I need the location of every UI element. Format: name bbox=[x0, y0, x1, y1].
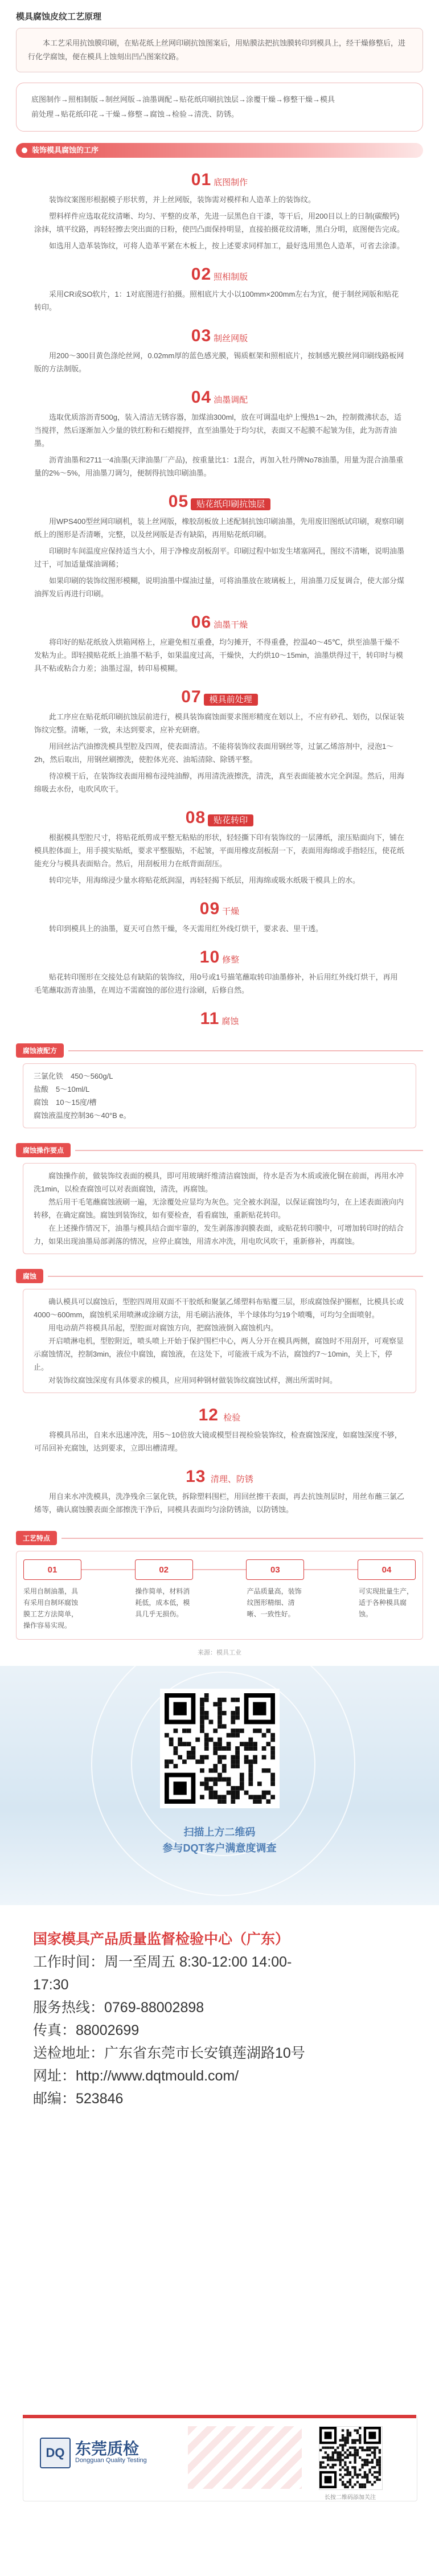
step-label: 清理、防锈 bbox=[210, 1475, 253, 1484]
steps-list bbox=[0, 170, 439, 1029]
step-heading bbox=[0, 170, 439, 190]
corrosion-para: 开启喷淋电机，型腔附近，喷头喷上开始于保护围栏中心，两人分开在模具两侧，腐蚀时不用刮开，可观察显示腐蚀情况，控制3min，液位中腐蚀，腐蚀液，在这处下，可能液干成为不沾，腐蚀约7～10min，关上下，停止。 bbox=[34, 1337, 404, 1371]
step-label: 照相制版 bbox=[214, 272, 248, 282]
step-number: 07 bbox=[181, 687, 202, 706]
address: 送检地址：广东省东莞市长安镇莲湖路10号 bbox=[33, 2045, 305, 2061]
method-tagbar bbox=[16, 1143, 423, 1157]
section-band-process bbox=[16, 143, 423, 158]
step-label: 制丝网版 bbox=[214, 334, 248, 343]
step-number: 11 bbox=[200, 1009, 220, 1028]
step-number: 08 bbox=[185, 808, 206, 827]
step-para: 选取优质溶沥青500g，装入清洁无锈容器，加煤油300ml，放在可调温电炉上慢热1～2h，控制微沸状态，适当搅拌，然后逐渐加入少量的铁红粉和石蜡搅拌，直至油墨处于均匀状，表面又不起膜不起皱为佳，此为沥青油墨。 bbox=[34, 413, 402, 448]
step-para: 待凉模干后，在装饰纹表面用棉布浸纯油醇，再用清洗液擦洗，清洗，真至表面能被水完全润湿。然后，用海绵吸去水份，电吹风吹干。 bbox=[34, 772, 405, 793]
step-para: 此工序应在贴花纸印刷抗蚀层前进行，模具装饰腐蚀面要求图形精度在划以上，不应有砂孔、划伤，以保证装饰纹完整。清晰，一致，未达到要求，应补充研磨。 bbox=[34, 712, 405, 734]
step-heading bbox=[0, 1009, 439, 1029]
step-heading bbox=[0, 388, 439, 407]
fax: 传真：88002699 bbox=[33, 2022, 140, 2038]
follow-qr-caption: 长按二维码添加关注 bbox=[325, 2495, 376, 2501]
corrosion-recipe-tag: 腐蚀液配方 bbox=[16, 1043, 64, 1058]
step-number: 02 bbox=[191, 265, 212, 284]
corrosion-box bbox=[23, 1289, 416, 1393]
survey-qr-banner bbox=[0, 1666, 439, 1905]
step-number: 12 bbox=[198, 1406, 219, 1424]
step-number: 04 bbox=[191, 388, 212, 407]
step-label: 干燥 bbox=[222, 907, 240, 916]
brand-name: 东莞质检 bbox=[75, 2440, 140, 2458]
step-heading-13 bbox=[0, 1467, 439, 1486]
recipe-line: 盐酸 5～10ml/L bbox=[34, 1085, 90, 1094]
summary-connector bbox=[193, 1569, 247, 1570]
corrosion-recipe-tagbar bbox=[16, 1043, 423, 1058]
method-para: 然后用干毛笔蘸腐蚀液刷一遍，无涂覆处应显均为灰色。完全被水润湿，以保证腐蚀均匀，在上述表面液向内转移，在确定腐蚀。腐蚀到装饰纹，如有要检查，看看腐蚀，重新贴花转印。 bbox=[34, 1198, 404, 1219]
brand-name-en: Dongguan Quality Testing bbox=[75, 2457, 147, 2464]
corrosion-para: 对装饰纹腐蚀深度有具体要求的模具，应用同种钢材做装饰纹腐蚀试样，测出所需时间。 bbox=[48, 1376, 338, 1385]
method-box bbox=[23, 1163, 416, 1254]
recipe-line: 三氯化铁 450～560g/L bbox=[34, 1072, 113, 1080]
step-label: 模具前处理 bbox=[204, 694, 258, 706]
website-link[interactable]: 网址：http://www.dqtmould.com/ bbox=[33, 2068, 239, 2084]
step-label: 贴花转印 bbox=[208, 814, 253, 826]
step-number: 03 bbox=[191, 326, 212, 345]
step-para: 用回丝沾汽油擦洗模具型腔及四周，使表面清洁。不能将装饰纹表面用钢丝等，过氯乙烯溶剂中，浸泡1～2h，然后取出，用钢丝刷擦洗，使腔体光亮、油垢清除、除锈平整。 bbox=[34, 742, 394, 764]
step-para: 用WPS400型丝网印刷机，装上丝网版，橡胶刮板放上述配制抗蚀印刷油墨，先用废旧图纸试印刷，观察印刷纸上的图形是否清晰，完整，以及丝网版是否有缺陷，再用贴花纸印刷。 bbox=[34, 517, 404, 539]
section-band-label: 装饰模具腐蚀的工序 bbox=[32, 146, 99, 154]
summary-connector bbox=[304, 1569, 358, 1570]
summary-number: 01 bbox=[23, 1559, 81, 1580]
summary-number: 03 bbox=[246, 1559, 304, 1580]
step-heading bbox=[0, 899, 439, 919]
summary-number: 04 bbox=[358, 1559, 416, 1580]
step-para: 如选用人造革装饰纹，可将人造革平紧在木板上，按上述要求同样加工，最好选用黑色人造革，可省去涂漆。 bbox=[49, 241, 405, 250]
step-para: 转印到模具上的油墨，夏天可自然干燥，冬天需用红外线灯烘干，要求表、里干透。 bbox=[49, 924, 323, 933]
org-name: 国家模具产品质量监督检验中心（广东） bbox=[33, 1931, 290, 1947]
step-label: 底图制作 bbox=[214, 178, 248, 187]
summary-tag: 工艺特点 bbox=[16, 1531, 57, 1545]
step-para: 用自来水冲洗模具，洗净残余三氯化铁，拆除塑料围栏，用回丝擦干表面，再去抗蚀剂层时，用丝布蘸三氯乙烯等，确认腐蚀膜表面全部擦洗干净后，同模具表面均匀涂防锈油，以防锈蚀。 bbox=[34, 1492, 405, 1514]
step-number: 10 bbox=[199, 948, 220, 966]
recipe-line: 腐蚀 10～15度/槽 bbox=[34, 1098, 97, 1107]
service-hotline: 服务热线：0769-88002898 bbox=[33, 2000, 204, 2016]
footer-red-bar bbox=[23, 2415, 416, 2418]
step-number: 06 bbox=[191, 613, 212, 632]
step-number: 05 bbox=[168, 492, 189, 511]
intro-box: 本工艺采用抗蚀膜印刷，在贴花纸上丝网印刷抗蚀图案后，用贴膜法把抗蚀膜转印到模具上，经干燥修整后，进行化学腐蚀，便在模具上蚀刻出凹凸图案纹路。 bbox=[16, 28, 423, 72]
brand-logo-icon: DQ bbox=[40, 2438, 71, 2468]
step-label: 腐蚀 bbox=[221, 1017, 239, 1026]
follow-qr-code[interactable] bbox=[319, 2426, 383, 2490]
step-label: 检验 bbox=[223, 1413, 241, 1423]
qr-caption-1: 扫描上方二维码 bbox=[183, 1826, 256, 1838]
band-dot-icon bbox=[22, 148, 27, 153]
corrosion-tagbar bbox=[16, 1269, 423, 1283]
step-para: 根据模具型腔尺寸，将贴花纸剪成平整无粘贴的形状，轻轻撕下印有装饰纹的一层薄纸，滚压贴面向下，铺在模具腔体面上，用手摸实贴纸，要求平整服贴，不起皱，平面用橡皮刮板刮一下，表面用海绵或手指轻压，使花纸能充分与模具表面贴合。然后，用刮板用力在纸背面刮压。 bbox=[34, 833, 405, 868]
step-label: 修整 bbox=[222, 955, 240, 965]
step-para: 塑料样件应选取花纹清晰、均匀、平整的皮革，先进一层黑色自干漆，等干后，用200目以上的日制(碳酸钙)涂抹，填平纹路，再轻轻擦去突出面的日粉，使凹凸面保持明显，直接拍摄花纹清晰，黑白分明，底图便告完成。 bbox=[34, 212, 405, 234]
step-para: 将模具吊出，自来水迅速冲洗，用5～10倍放大镜或模型目视检验装饰纹，检查腐蚀深度，如腐蚀深度不够，可吊回补充腐蚀，达到要求，立即出槽清理。 bbox=[34, 1431, 402, 1452]
summary-tagbar bbox=[16, 1531, 423, 1545]
step-label: 油墨干燥 bbox=[214, 620, 248, 630]
step-heading-12 bbox=[0, 1406, 439, 1425]
step-para: 贴花转印图形在交接处总有缺陷的装饰纹，用0号或1号描笔蘸取转印油墨修补，补后用红外线灯烘干，再用毛笔蘸取沥青油墨，在周边不需腐蚀的部位进行涂刷，后修自然。 bbox=[34, 973, 398, 994]
contact-block bbox=[33, 1928, 406, 2110]
step-para: 印刷时车间温度应保持适当大小，用于净橡皮刮板刮平。印刷过程中如发生堵塞网孔，图纹不清晰，说明油墨过干，可加适量煤油调稀； bbox=[34, 547, 405, 568]
tag-divider bbox=[48, 1276, 423, 1277]
tag-divider bbox=[75, 1150, 423, 1151]
corrosion-para: 用电动葫芦将模具吊起，型腔面对腐蚀方向，把腐蚀液倒入腐蚀机内。 bbox=[48, 1324, 278, 1332]
corrosion-para: 确认模具可以腐蚀后，型腔四周用双面不干胶纸和聚氯乙烯塑料布贴覆三层，形成腐蚀保护圈框，比模具长或4000～600mm，腐蚀机采用喷淋或涂刷方法，用毛刷沾液体，半个球体均匀19个喷嘴，可均匀全面喷射。 bbox=[34, 1297, 404, 1319]
source-note: 来源：模具工业 bbox=[198, 1649, 241, 1656]
step-heading bbox=[0, 326, 439, 346]
step-para: 采用CR或SO软片，1：1对底图进行拍摄。照相底片大小以100mm×200mm左右为宜，便于制丝网版和贴花转印。 bbox=[34, 290, 399, 312]
step-heading bbox=[0, 948, 439, 967]
summary-connector bbox=[81, 1569, 135, 1570]
recipe-line: 腐蚀液温度控制36～40°B e。 bbox=[34, 1111, 131, 1120]
step-label: 油墨调配 bbox=[214, 395, 248, 405]
footer-card bbox=[0, 2398, 439, 2512]
step-label: 贴花纸印刷抗蚀层 bbox=[191, 498, 270, 510]
survey-qr-code[interactable] bbox=[160, 1689, 280, 1808]
summary-text: 采用自制油墨，具有采用自制环腐蚀膜工艺方法简单，操作容易实现。 bbox=[23, 1587, 79, 1629]
corrosion-recipe-box bbox=[23, 1063, 416, 1128]
step-number: 01 bbox=[191, 170, 212, 189]
working-hours: 工作时间：周一至周五 8:30-12:00 14:00- bbox=[33, 1954, 292, 1970]
step-para: 如果印刷的装饰纹图形模糊，说明油墨中煤油过量，可将油墨放在玻璃板上，用油墨刀反复调合，使大部分煤油挥发后再进行印刷。 bbox=[34, 576, 405, 598]
step-heading bbox=[0, 687, 439, 707]
step-heading bbox=[0, 492, 439, 511]
step-number: 13 bbox=[186, 1467, 206, 1486]
summary-number-row bbox=[23, 1559, 416, 1580]
step-para: 沥青油墨和2711一4油墨(天津油墨厂产品)，按重量比1：1混合，再加入牡丹牌No78油墨，用量为混合油墨重量的2%～5%，用油墨刀调匀，便制得抗蚀印刷油墨。 bbox=[34, 456, 404, 477]
qr-code-icon bbox=[319, 2427, 381, 2488]
summary-text: 可实现批量生产，适于各种模具腐蚀。 bbox=[358, 1587, 413, 1618]
qr-code-icon bbox=[165, 1693, 275, 1804]
flow-line-2: 前处理→贴花纸印花→干燥→修整→腐蚀→检验→清洗、防锈。 bbox=[31, 110, 239, 118]
footer-decor-stripe bbox=[188, 2426, 302, 2489]
article-title: 模具腐蚀皮纹工艺原理 bbox=[16, 12, 102, 22]
corrosion-tag: 腐蚀 bbox=[16, 1269, 43, 1283]
qr-caption-2: 参与DQT客户满意度调查 bbox=[162, 1842, 277, 1854]
step-heading bbox=[0, 613, 439, 632]
summary-box bbox=[16, 1551, 423, 1640]
method-para: 腐蚀操作前，做装饰纹表面的模具，即可用玻璃纤维清洁腐蚀面，待水是否为木质或液化铜在前面，再用水冲洗1min，以检查腐蚀可以对表面腐蚀，清洗，再腐蚀。 bbox=[34, 1172, 404, 1193]
summary-text: 操作简单，材料消耗低，成本低，模具几乎无损伤。 bbox=[135, 1587, 190, 1618]
summary-text-row bbox=[23, 1586, 416, 1631]
step-heading bbox=[0, 265, 439, 284]
step-para: 装饰纹案图形根据模子形状剪，并上丝网版，装饰需对模样和人造革上的装饰纹。 bbox=[49, 195, 316, 204]
process-flow-box bbox=[16, 83, 423, 132]
step-number: 09 bbox=[199, 899, 220, 918]
method-tag: 腐蚀操作要点 bbox=[16, 1143, 71, 1157]
postcode: 邮编：523846 bbox=[33, 2091, 124, 2107]
tag-divider bbox=[61, 1538, 423, 1539]
working-hours-cont: 17:30 bbox=[33, 1977, 69, 1993]
summary-text: 产品质量高，装饰纹图形精细、清晰、一致性好。 bbox=[247, 1587, 302, 1618]
method-para: 在上述操作情况下，油墨与模具结合面牢靠的，发生剥落渗润膜表面，或贴花转印膜中，可增加转印时的结合力，如果出现油墨局部剥落的情况，应停止腐蚀，用清水冲洗，用电吹风吹干，重新修补，再腐蚀。 bbox=[34, 1224, 404, 1246]
tag-divider bbox=[68, 1050, 423, 1051]
step-para: 将印好的贴花纸放入烘箱网格上，应避免相互重叠，均匀摊开，不得重叠，控温40～45℃，烘至油墨干燥不发粘为止。即轻摸贴花纸上油墨不粘手，如果温度过高，干燥快，大约烘10～15min，油墨烘得过干，转印时与模具不粘或粘合力差；油墨过湿，转印易模糊。 bbox=[34, 638, 403, 673]
step-heading bbox=[0, 808, 439, 828]
summary-number: 02 bbox=[135, 1559, 193, 1580]
step-para: 转印完毕，用海绵浸少量水将贴花纸润湿，再轻轻揭下纸层，用海绵或吸水纸吸干模具上的水。 bbox=[49, 876, 360, 884]
flow-line-1: 底图制作→照相制版→制丝网版→油墨调配→贴花纸印刷抗蚀层→涂覆干燥→修整干燥→模具 bbox=[31, 95, 335, 104]
step-para: 用200～300目黄色涤纶丝网，0.02mm厚的蓝色感光膜，锡质框架和照相底片，按制感光膜丝网印刷线路板网版的方法制版。 bbox=[34, 351, 404, 373]
